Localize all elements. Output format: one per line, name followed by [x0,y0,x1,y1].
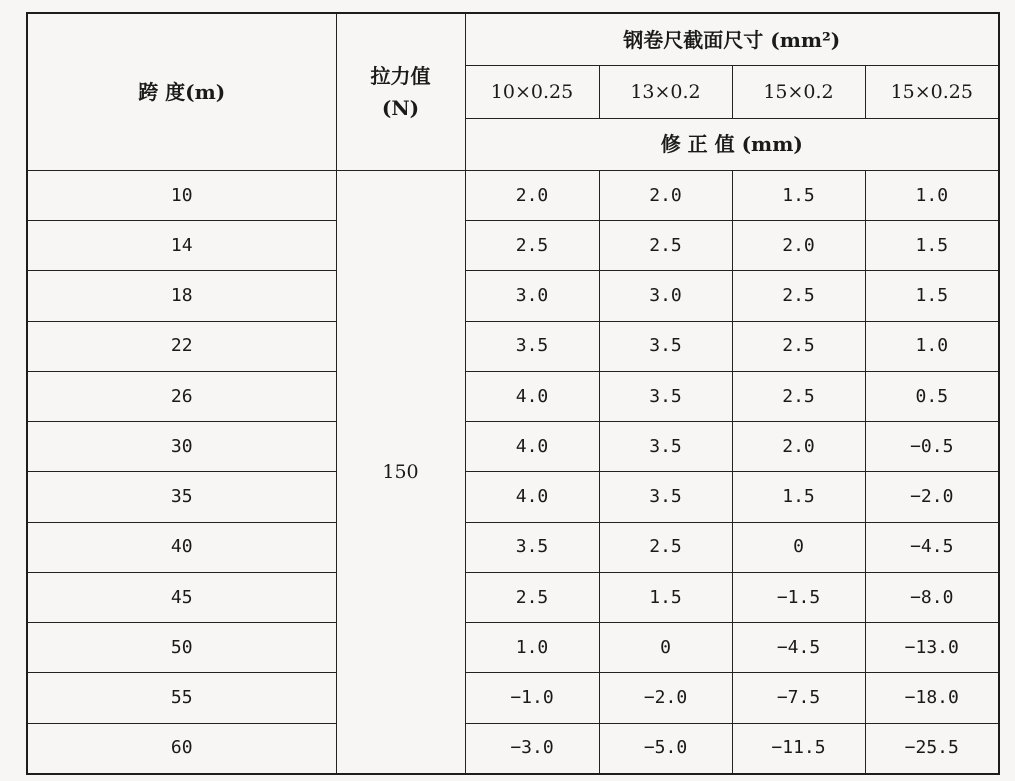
correction-table [26,12,1000,775]
correction-value-cell: 2.0 [732,422,865,472]
table-row [27,221,999,271]
table-row [27,170,999,220]
correction-value-cell: −13.0 [865,623,999,673]
correction-value-cell: 3.5 [465,321,599,371]
correction-value-cell: 3.0 [465,271,599,321]
span-cell: 60 [27,723,336,774]
correction-value-cell: 2.0 [599,170,732,220]
correction-value-cell: 2.5 [732,271,865,321]
correction-value-cell: −0.5 [865,422,999,472]
table-row [27,371,999,421]
correction-value-cell: 2.0 [465,170,599,220]
span-cell: 10 [27,170,336,220]
table-row [27,321,999,371]
correction-value-cell: −2.0 [865,472,999,522]
correction-value-cell: 1.0 [865,170,999,220]
table-row [27,422,999,472]
correction-value-cell: −4.5 [732,623,865,673]
correction-table-sheet [26,12,998,775]
correction-value-cell: 1.0 [465,623,599,673]
correction-value-cell: 1.5 [865,271,999,321]
correction-value-cell: −11.5 [732,723,865,774]
table-row [27,723,999,774]
correction-value-cell: −8.0 [865,572,999,622]
table-row [27,522,999,572]
span-cell: 18 [27,271,336,321]
correction-value-cell: −1.0 [465,673,599,723]
size-header-cell: 15×0.25 [865,66,999,118]
correction-value-cell: −18.0 [865,673,999,723]
correction-value-cell: 1.5 [732,472,865,522]
correction-value-cell: −1.5 [732,572,865,622]
correction-value-cell: 3.0 [599,271,732,321]
section-size-header: 钢卷尺截面尺寸 (mm²) [465,13,999,66]
correction-value-cell: 2.5 [465,572,599,622]
span-cell: 55 [27,673,336,723]
correction-value-cell: −2.0 [599,673,732,723]
correction-value-cell: −7.5 [732,673,865,723]
span-cell: 22 [27,321,336,371]
correction-value-cell: 4.0 [465,371,599,421]
correction-value-cell: 4.0 [465,422,599,472]
span-cell: 50 [27,623,336,673]
correction-value-cell: 2.5 [465,221,599,271]
header-row-1 [27,13,999,66]
span-cell: 35 [27,472,336,522]
correction-value-cell: 1.5 [599,572,732,622]
correction-value-cell: 2.5 [732,371,865,421]
tension-header-label: 拉力值 [370,63,431,88]
table-row [27,572,999,622]
size-header-cell: 13×0.2 [599,66,732,118]
span-cell: 45 [27,572,336,622]
tension-header [336,13,465,170]
tension-value: 150 [336,170,465,774]
correction-value-cell: 0 [732,522,865,572]
tension-header-unit: (N) [381,95,420,120]
span-cell: 40 [27,522,336,572]
span-cell: 14 [27,221,336,271]
correction-value-cell: −25.5 [865,723,999,774]
correction-value-cell: 3.5 [599,472,732,522]
table-row [27,673,999,723]
correction-value-cell: 1.5 [732,170,865,220]
correction-value-cell: 3.5 [599,321,732,371]
correction-value-cell: 2.5 [599,522,732,572]
correction-value-cell: −4.5 [865,522,999,572]
correction-value-cell: 1.0 [865,321,999,371]
correction-value-cell: 2.5 [599,221,732,271]
correction-value-cell: 4.0 [465,472,599,522]
table-row [27,623,999,673]
table-row [27,271,999,321]
span-header: 跨 度(m) [27,13,336,170]
correction-value-cell: 3.5 [599,422,732,472]
correction-value-cell: 3.5 [599,371,732,421]
span-cell: 30 [27,422,336,472]
correction-value-cell: 3.5 [465,522,599,572]
correction-header: 修 正 值 (mm) [465,118,999,170]
correction-value-cell: 2.0 [732,221,865,271]
correction-value-cell: −5.0 [599,723,732,774]
span-cell: 26 [27,371,336,421]
correction-value-cell: 0 [599,623,732,673]
table-row [27,472,999,522]
correction-value-cell: 0.5 [865,371,999,421]
correction-value-cell: 1.5 [865,221,999,271]
size-header-cell: 15×0.2 [732,66,865,118]
correction-value-cell: −3.0 [465,723,599,774]
correction-value-cell: 2.5 [732,321,865,371]
size-header-cell: 10×0.25 [465,66,599,118]
